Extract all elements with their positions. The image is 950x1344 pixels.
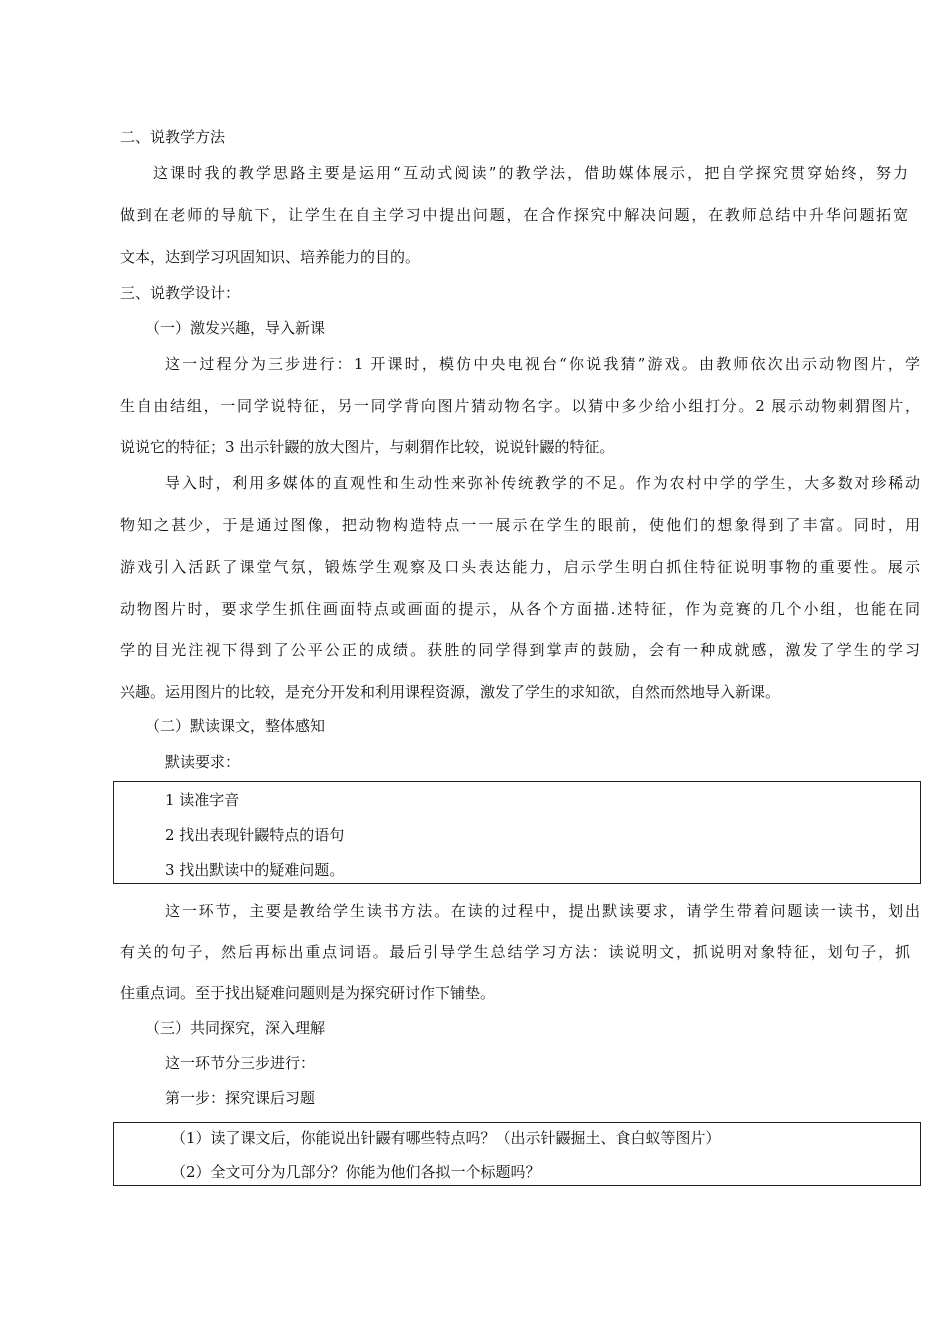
part1-para2-line-3: 游戏引入活跃了课堂气氛，锻炼学生观察及口头表达能力，启示学生明白抓住特征说明事物的重要性。展示 [120, 558, 920, 576]
part1-para2-line-1: 导入时，利用多媒体的直观性和生动性来弥补传统教学的不足。作为农村中学的学生，大多数对珍稀动 [165, 474, 920, 492]
part2-para-line-1: 这一环节，主要是教给学生读书方法。在读的过程中，提出默读要求，请学生带着问题读一读书，划出 [165, 902, 920, 920]
step1-label: 第一步：探究课后习题 [165, 1089, 316, 1107]
question-box [113, 1122, 921, 1186]
methods-para-line-2: 做到在老师的导航下，让学生在自主学习中提出问题，在合作探究中解决问题，在教师总结中升华问题拓宽 [120, 206, 908, 224]
methods-para-line-3: 文本，达到学习巩固知识、培养能力的目的。 [120, 248, 421, 266]
question-item: （2）全文可分为几部分？你能为他们各拟一个标题吗？ [171, 1163, 541, 1181]
reading-requirement-item: 3 找出默读中的疑难问题。 [165, 861, 345, 879]
part2-heading: （二）默读课文，整体感知 [145, 717, 326, 735]
reading-requirement-item: 2 找出表现针鼹特点的语句 [165, 826, 345, 844]
methods-para-line-1: 这课时我的教学思路主要是运用“互动式阅读”的教学法，借助媒体展示，把自学探究贯穿始终，努力 [153, 164, 908, 182]
part3-heading: （三）共同探究，深入理解 [145, 1019, 326, 1037]
methods-heading: 二、说教学方法 [120, 128, 226, 146]
part3-intro: 这一环节分三步进行： [165, 1054, 316, 1072]
part1-para2-line-2: 物知之甚少，于是通过图像，把动物构造特点一一展示在学生的眼前，使他们的想象得到了丰富。同时，用 [120, 516, 920, 534]
part1-para1-line-3: 说说它的特征；3 出示针鼹的放大图片，与刺猬作比较，说说针鼹的特征。 [120, 438, 615, 456]
part2-para-line-2: 有关的句子，然后再标出重点词语。最后引导学生总结学习方法：读说明文，抓说明对象特征，划句子，抓 [120, 943, 910, 961]
part1-para1-line-1: 这一过程分为三步进行：1 开课时，模仿中央电视台“你说我猜”游戏。由教师依次出示动物图片，学 [165, 355, 920, 373]
question-item: （1）读了课文后，你能说出针鼹有哪些特点吗？（出示针鼹掘土、食白蚁等图片） [171, 1129, 721, 1147]
part1-heading: （一）激发兴趣，导入新课 [145, 319, 326, 337]
reading-requirements-label: 默读要求： [165, 753, 241, 771]
part1-para2-line-5: 学的目光注视下得到了公平公正的成绩。获胜的同学得到掌声的鼓励，会有一种成就感，激发了学生的学习 [120, 641, 920, 659]
reading-requirements-box [113, 781, 921, 884]
part2-para-line-3: 住重点词。至于找出疑难问题则是为探究研讨作下铺垫。 [120, 984, 496, 1002]
part1-para1-line-2: 生自由结组，一同学说特征，另一同学背向图片猜动物名字。以猜中多少给小组打分。2 展示动物刺猬图片， [120, 397, 920, 415]
reading-requirement-item: 1 读准字音 [165, 791, 240, 809]
part1-para2-line-4: 动物图片时，要求学生抓住画面特点或画面的提示，从各个方面描.述特征，作为竞赛的几个小组，也能在同 [120, 600, 920, 618]
design-heading: 三、说教学设计： [120, 284, 241, 302]
part1-para2-line-6: 兴趣。运用图片的比较，是充分开发和利用课程资源，激发了学生的求知欲，自然而然地导入新课。 [120, 683, 781, 701]
